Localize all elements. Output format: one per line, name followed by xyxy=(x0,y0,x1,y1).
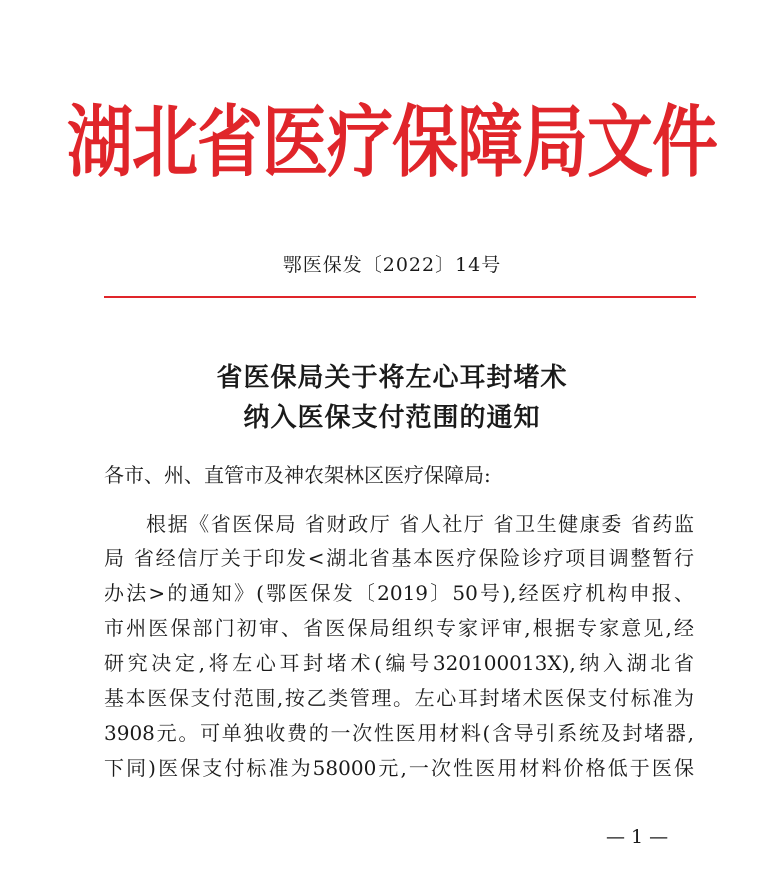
body-line: 局 省经信厅关于印发<湖北省基本医疗保险诊疗项目调整暂行 xyxy=(104,546,694,570)
notice-title-line-1: 省医保局关于将左心耳封堵术 xyxy=(216,363,568,393)
body-line: 市州医保部门初审、省医保局组织专家评审,根据专家意见,经 xyxy=(104,616,694,640)
body-line: 研究决定,将左心耳封堵术(编号320100013X),纳入湖北省 xyxy=(104,651,694,675)
body-line: 基本医保支付范围,按乙类管理。左心耳封堵术医保支付标准为 xyxy=(104,686,694,710)
document-masthead: 湖北省医疗保障局文件 xyxy=(67,97,717,189)
page-number: — 1 — xyxy=(606,826,669,848)
body-line: 根据《省医保局 省财政厅 省人社厅 省卫生健康委 省药监 xyxy=(146,512,694,536)
body-line: 办法>的通知》(鄂医保发〔2019〕50号),经医疗机构申报、 xyxy=(104,581,694,605)
notice-title-line-2: 纳入医保支付范围的通知 xyxy=(243,403,541,433)
body-line: 下同)医保支付标准为58000元,一次性医用材料价格低于医保 xyxy=(104,756,694,780)
salutation: 各市、州、直管市及神农架林区医疗保障局: xyxy=(104,463,491,487)
red-divider-line xyxy=(104,296,696,298)
document-number: 鄂医保发〔2022〕14号 xyxy=(282,254,502,276)
body-line: 3908元。可单独收费的一次性医用材料(含导引系统及封堵器, xyxy=(104,721,694,745)
